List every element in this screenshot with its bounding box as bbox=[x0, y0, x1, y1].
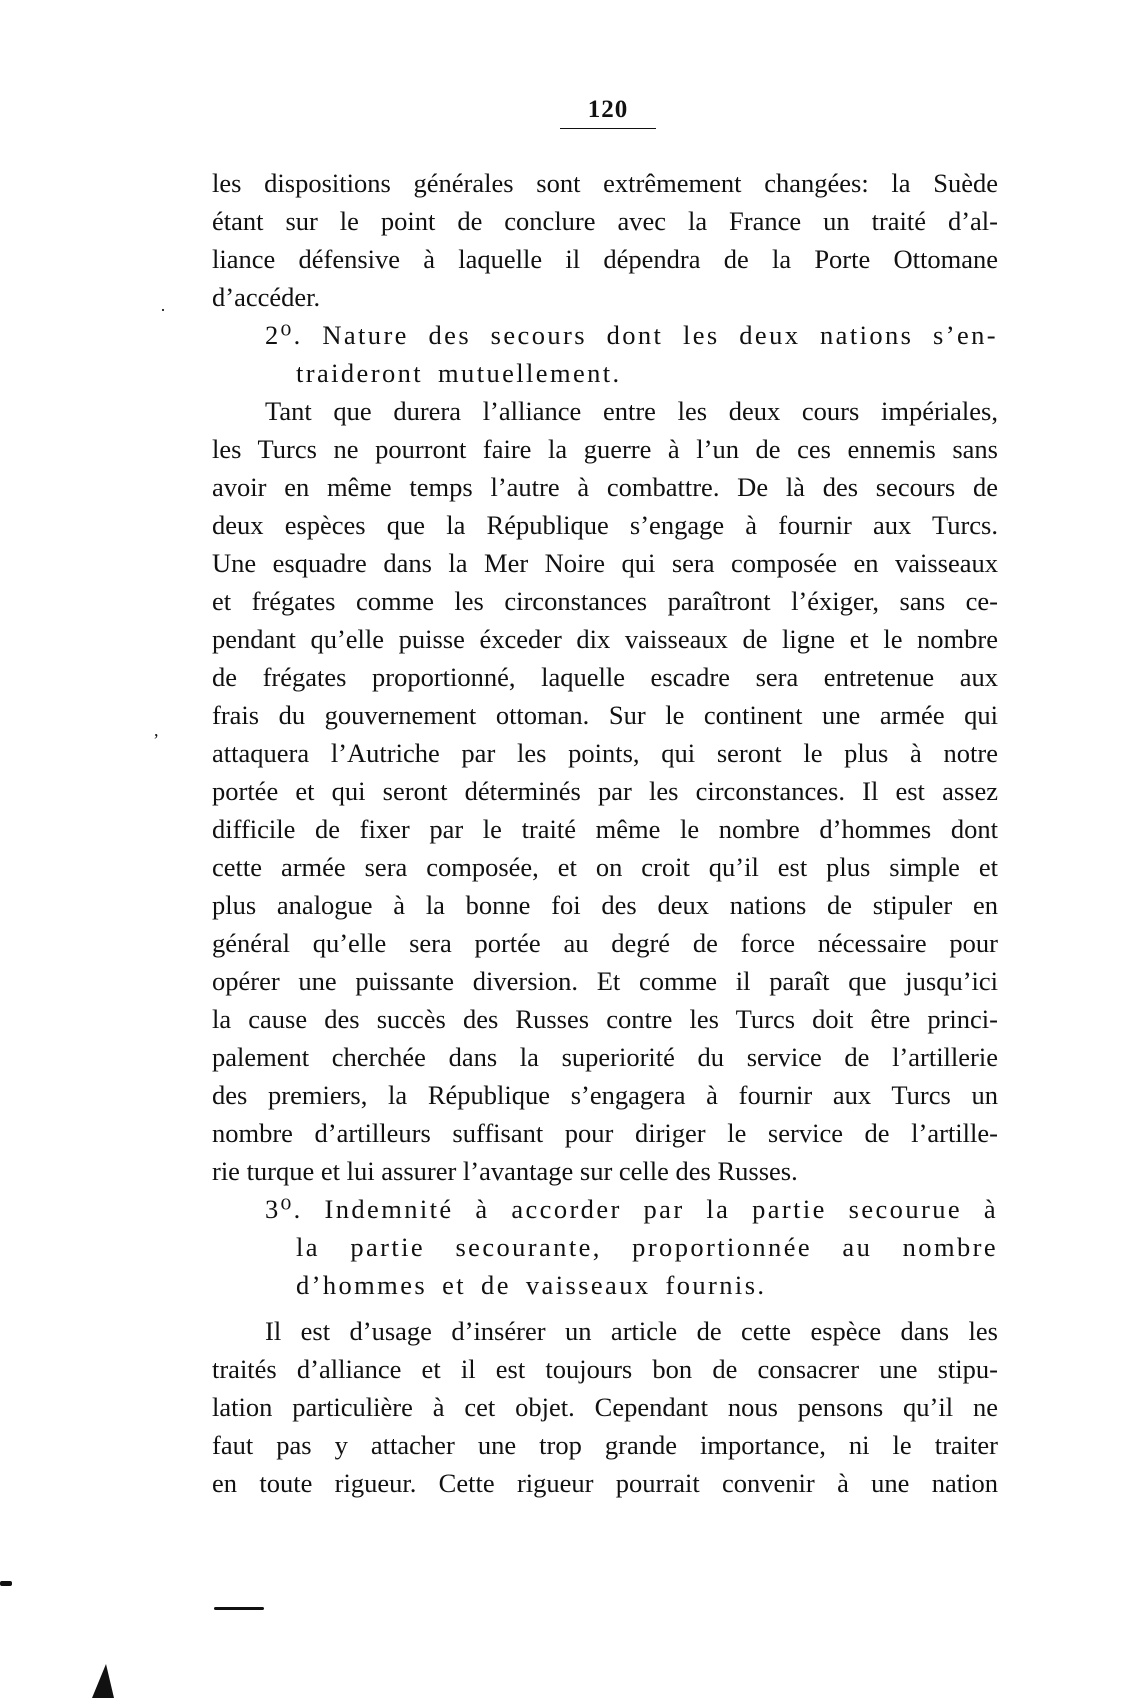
margin-speck: , bbox=[154, 720, 159, 740]
text-line: pendant qu’elle puisse éxceder dix vaisseaux de ligne et le nombre bbox=[212, 624, 998, 654]
text-line: traités d’alliance et il est toujours bon de consacrer une stipu- bbox=[212, 1354, 998, 1384]
text-line: la partie secourante, proportionnée au nombre bbox=[296, 1232, 998, 1262]
text-line: portée et qui seront déterminés par les circonstances. Il est assez bbox=[212, 776, 998, 806]
text-line: la cause des succès des Russes contre les Turcs doit être princi- bbox=[212, 1004, 998, 1034]
text-line: difficile de fixer par le traité même le nombre d’hommes dont bbox=[212, 814, 998, 844]
text-line: d’accéder. bbox=[212, 282, 321, 312]
text-line: étant sur le point de conclure avec la France un traité d’al- bbox=[212, 206, 998, 236]
page-number: 120 bbox=[560, 96, 656, 129]
text-line: opérer une puissante diversion. Et comme il paraît que jusqu’ici bbox=[212, 966, 998, 996]
body-text bbox=[212, 164, 998, 1502]
text-line: liance défensive à laquelle il dépendra de la Porte Ottomane bbox=[212, 244, 998, 274]
text-line: traideront mutuellement. bbox=[296, 358, 622, 388]
text-line: les dispositions générales sont extrêmement changées: la Suède bbox=[212, 168, 998, 198]
text-line: cette armée sera composée, et on croit qu’il est plus simple et bbox=[212, 852, 998, 882]
text-line: en toute rigueur. Cette rigueur pourrait convenir à une nation bbox=[212, 1468, 998, 1498]
text-line: attaquera l’Autriche par les points, qui seront le plus à notre bbox=[212, 738, 998, 768]
text-line: palement cherchée dans la superiorité du service de l’artillerie bbox=[212, 1042, 998, 1072]
paragraph-gap bbox=[212, 1304, 998, 1312]
text-line: 3⁰. Indemnité à accorder par la partie secourue à bbox=[265, 1194, 998, 1224]
text-line: Une esquadre dans la Mer Noire qui sera composée en vaisseaux bbox=[212, 548, 998, 578]
text-line: nombre d’artilleurs suffisant pour diriger le service de l’artille- bbox=[212, 1118, 998, 1148]
scan-artifact bbox=[214, 1607, 264, 1610]
text-line: Tant que durera l’alliance entre les deux cours impériales, bbox=[265, 396, 998, 426]
text-line: les Turcs ne pourront faire la guerre à l’un de ces ennemis sans bbox=[212, 434, 998, 464]
text-line: frais du gouvernement ottoman. Sur le continent une armée qui bbox=[212, 700, 998, 730]
text-line: général qu’elle sera portée au degré de force nécessaire pour bbox=[212, 928, 998, 958]
text-line: lation particulière à cet objet. Cependant nous pensons qu’il ne bbox=[212, 1392, 998, 1422]
scan-artifact bbox=[92, 1664, 114, 1698]
text-line: faut pas y attacher une trop grande importance, ni le traiter bbox=[212, 1430, 998, 1460]
text-line: avoir en même temps l’autre à combattre. De là des secours de bbox=[212, 472, 998, 502]
text-line: rie turque et lui assurer l’avantage sur celle des Russes. bbox=[212, 1156, 798, 1186]
text-line: des premiers, la République s’engagera à fournir aux Turcs un bbox=[212, 1080, 998, 1110]
text-line: d’hommes et de vaisseaux fournis. bbox=[296, 1270, 767, 1300]
text-line: et frégates comme les circonstances paraîtront l’éxiger, sans ce- bbox=[212, 586, 998, 616]
margin-speck: · bbox=[160, 300, 166, 320]
text-line: plus analogue à la bonne foi des deux nations de stipuler en bbox=[212, 890, 998, 920]
text-line: de frégates proportionné, laquelle escadre sera entretenue aux bbox=[212, 662, 998, 692]
text-line: Il est d’usage d’insérer un article de cette espèce dans les bbox=[265, 1316, 998, 1346]
text-line: deux espèces que la République s’engage à fournir aux Turcs. bbox=[212, 510, 998, 540]
text-line: 2⁰. Nature des secours dont les deux nations s’en- bbox=[265, 320, 998, 350]
scan-artifact bbox=[0, 1581, 12, 1586]
